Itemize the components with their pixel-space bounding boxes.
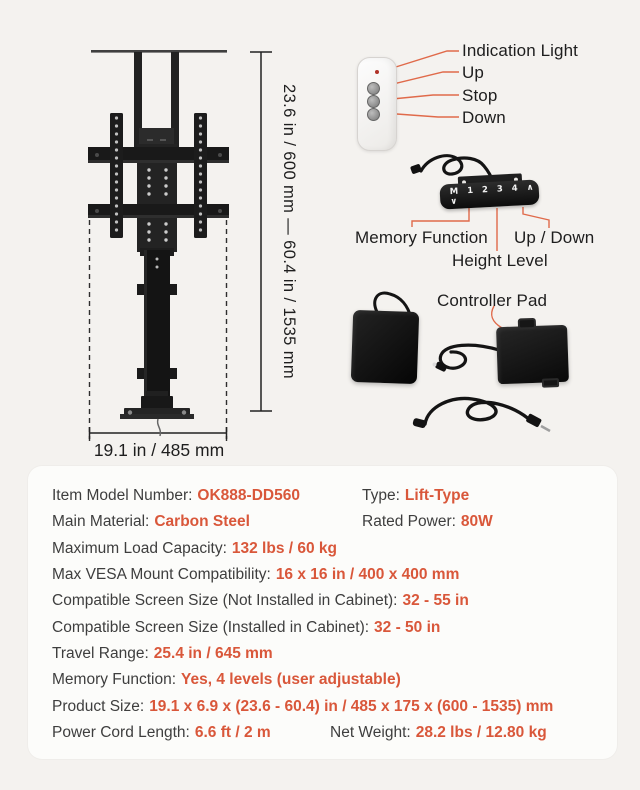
spec-power-cord-length [52,724,330,742]
controller-clip-tab [542,378,559,388]
remote-up-button [367,82,380,95]
spec-label: Product Size: [52,697,145,715]
controller-cable [433,345,500,372]
keypad-button-glyphs: M 1 2 3 4 ∧ ∨ [449,182,537,207]
spec-value: 32 - 55 in [402,592,469,610]
base-plate [120,391,194,436]
spec-row-cord-weight [52,720,607,746]
spec-net-weight [330,724,547,742]
spec-max-load [52,540,337,558]
lift-column [137,248,177,398]
callout-up-down: Up / Down [514,228,595,247]
spec-value: 16 x 16 in / 400 x 400 mm [275,566,460,584]
remote-down-button [367,108,380,121]
power-cord [412,398,550,431]
spec-label: Main Material: [52,513,150,531]
power-adapter [351,310,419,384]
spec-row-product-size [52,693,607,719]
spec-value: 28.2 lbs / 12.80 kg [415,723,547,741]
spec-label: Memory Function: [52,671,177,689]
spec-value: 25.4 in / 645 mm [153,644,273,662]
spec-label: Compatible Screen Size (Not Installed in Cabinet): [52,592,398,610]
width-label: 19.1 in / 485 mm [93,440,225,460]
controller-pad-box [496,325,569,384]
spec-row-screen-installed [52,614,607,640]
height-range-label: 23.6 in / 600 mm — 60.4 in / 1535 mm [280,84,298,380]
spec-item-model-number [52,487,362,505]
remote-stop-button [367,95,380,108]
spec-value: Yes, 4 levels (user adjustable) [181,671,401,689]
spec-row-model-type [52,483,607,509]
callout-indication-light: Indication Light [462,41,578,60]
controller-clip-tab [518,318,536,330]
spec-label: Maximum Load Capacity: [52,539,227,557]
callout-up: Up [462,63,484,82]
callout-stop: Stop [462,86,498,105]
spec-label: Power Cord Length: [52,723,190,741]
spec-value: 6.6 ft / 2 m [194,723,271,741]
spec-panel [28,466,617,759]
spec-row-travel-range [52,641,607,667]
spec-screen-installed [52,619,440,637]
callout-controller-pad: Controller Pad [437,291,548,310]
callout-down: Down [462,108,506,127]
spec-row-vesa [52,562,607,588]
spec-label: Rated Power: [362,513,456,531]
spec-row-load-capacity [52,536,607,562]
spec-value: 132 lbs / 60 kg [231,539,337,557]
callout-height-level: Height Level [452,251,548,270]
spec-value: 32 - 50 in [374,618,441,636]
keypad-bar [439,179,539,209]
indication-light-dot [375,70,379,74]
spec-row-memory [52,667,607,693]
spec-main-material [52,513,362,531]
spec-travel-range [52,645,273,663]
spec-label: Travel Range: [52,644,149,662]
spec-label: Item Model Number: [52,487,193,505]
spec-value: 80W [460,513,493,531]
callout-memory-function: Memory Function [355,228,488,247]
spec-row-screen-not-installed [52,588,607,614]
remote-control [357,57,397,151]
spec-value: Lift-Type [404,487,470,505]
tv-lift-mount-illustration [88,50,229,436]
spec-vesa [52,566,459,584]
spec-rated-power [362,513,493,531]
width-dimension-line [90,427,227,439]
spec-label: Max VESA Mount Compatibility: [52,566,271,584]
spec-type [362,487,469,505]
spec-label: Compatible Screen Size (Installed in Cabinet): [52,618,370,636]
spec-value: 19.1 x 6.9 x (23.6 - 60.4) in / 485 x 175 x (600 - 1535) mm [149,697,554,715]
spec-row-material-power [52,509,607,535]
spec-value: OK888-DD560 [197,487,300,505]
spec-value: Carbon Steel [154,513,250,531]
spec-screen-not-installed [52,592,469,610]
spec-label: Net Weight: [330,723,411,741]
spec-product-size [52,698,553,716]
spec-memory-function [52,671,401,689]
spec-label: Type: [362,487,400,505]
